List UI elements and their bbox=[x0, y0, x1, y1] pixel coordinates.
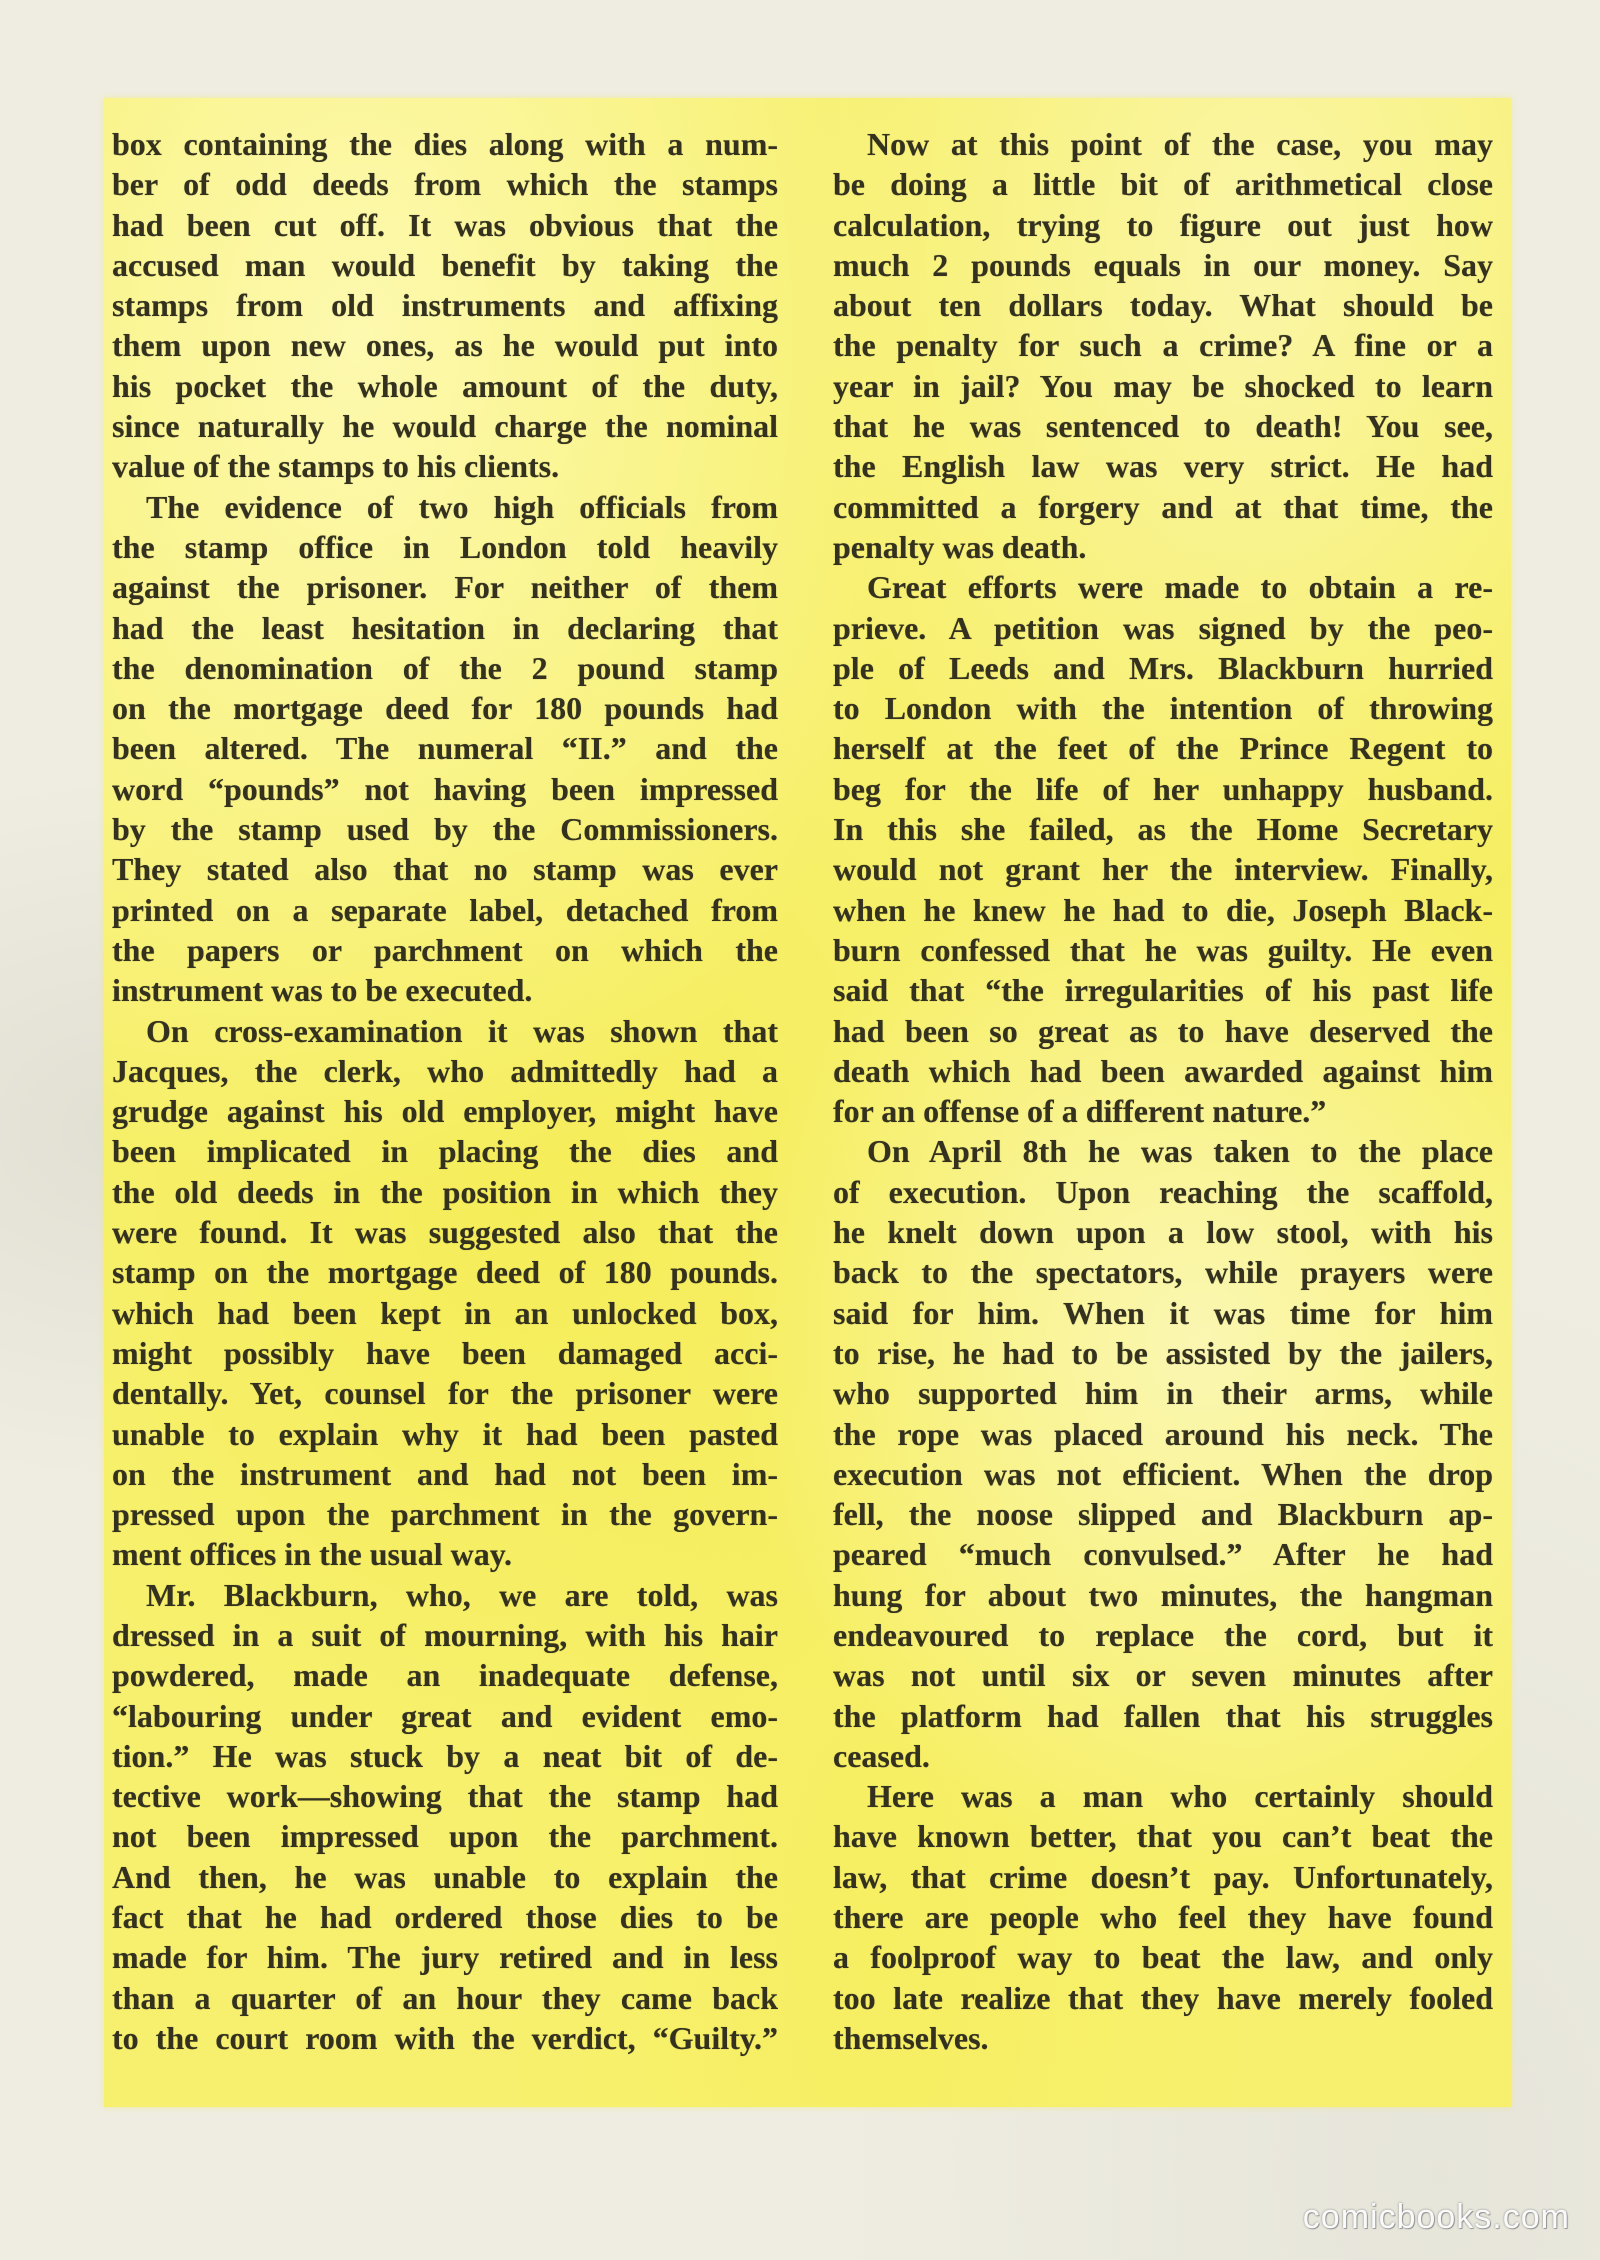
text-line: ment offices in the usual way. bbox=[112, 1536, 512, 1573]
text-line: They stated also that no stamp was ever bbox=[112, 851, 778, 888]
text-line: too late realize that they have merely fooled bbox=[833, 1979, 1493, 2016]
text-line: the platform had fallen that his struggles bbox=[833, 1697, 1493, 1734]
text-line: not been impressed upon the parchment. bbox=[112, 1818, 778, 1855]
text-line: instrument was to be executed. bbox=[112, 972, 533, 1009]
text-line: burn confessed that he was guilty. He even bbox=[833, 931, 1493, 968]
text-line: stamp on the mortgage deed of 180 pounds. bbox=[112, 1254, 778, 1291]
paragraph bbox=[112, 487, 778, 1011]
text-line: his pocket the whole amount of the duty, bbox=[112, 367, 778, 404]
paragraph bbox=[112, 124, 778, 487]
right-text-column bbox=[833, 124, 1493, 2060]
text-line: the papers or parchment on which the bbox=[112, 931, 778, 968]
watermark: comicbooks.com bbox=[1302, 2198, 1570, 2236]
text-line: grudge against his old employer, might have bbox=[112, 1093, 778, 1130]
text-line: had the least hesitation in declaring that bbox=[112, 609, 778, 646]
text-line: herself at the feet of the Prince Regent to bbox=[833, 730, 1493, 767]
text-line: tective work—showing that the stamp had bbox=[112, 1778, 778, 1815]
text-line: unable to explain why it had been pasted bbox=[112, 1415, 778, 1452]
text-line: be doing a little bit of arithmetical close bbox=[833, 166, 1493, 203]
text-line: had been so great as to have deserved the bbox=[833, 1012, 1493, 1049]
text-line: execution was not efficient. When the drop bbox=[833, 1455, 1493, 1492]
text-line: might possibly have been damaged acci- bbox=[112, 1334, 778, 1371]
text-line: On April 8th he was taken to the place bbox=[867, 1133, 1493, 1170]
text-line: committed a forgery and at that time, the bbox=[833, 488, 1493, 525]
text-line: against the prisoner. For neither of them bbox=[112, 569, 778, 606]
text-line: which had been kept in an unlocked box, bbox=[112, 1294, 778, 1331]
text-line: beg for the life of her unhappy husband. bbox=[833, 770, 1493, 807]
text-line: to rise, he had to be assisted by the jailers, bbox=[833, 1334, 1493, 1371]
text-line: to London with the intention of throwing bbox=[833, 690, 1493, 727]
text-line: the rope was placed around his neck. The bbox=[833, 1415, 1493, 1452]
text-line: them upon new ones, as he would put into bbox=[112, 327, 778, 364]
text-line: on the instrument and had not been im- bbox=[112, 1455, 778, 1492]
text-line: ceased. bbox=[833, 1737, 930, 1774]
text-line: been altered. The numeral “II.” and the bbox=[112, 730, 778, 767]
paragraph bbox=[112, 1011, 778, 1575]
text-line: powdered, made an inadequate defense, bbox=[112, 1657, 778, 1694]
text-line: since naturally he would charge the nominal bbox=[112, 408, 778, 445]
text-line: on the mortgage deed for 180 pounds had bbox=[112, 690, 778, 727]
text-line: printed on a separate label, detached from bbox=[112, 891, 778, 928]
text-line: fact that he had ordered those dies to be bbox=[112, 1899, 778, 1936]
text-line: had been cut off. It was obvious that the bbox=[112, 206, 778, 243]
text-line: would not grant her the interview. Finally, bbox=[833, 851, 1493, 888]
text-line: peared “much convulsed.” After he had bbox=[833, 1536, 1493, 1573]
paragraph bbox=[833, 1131, 1493, 1776]
text-line: endeavoured to replace the cord, but it bbox=[833, 1616, 1493, 1653]
text-line: Great efforts were made to obtain a re- bbox=[867, 569, 1493, 606]
text-line: much 2 pounds equals in our money. Say bbox=[833, 246, 1493, 283]
text-line: he knelt down upon a low stool, with his bbox=[833, 1214, 1493, 1251]
text-line: hung for about two minutes, the hangman bbox=[833, 1576, 1493, 1613]
text-line: tion.” He was stuck by a neat bit of de- bbox=[112, 1737, 778, 1774]
text-line: prieve. A petition was signed by the peo- bbox=[833, 609, 1493, 646]
text-line: for an offense of a different nature.” bbox=[833, 1093, 1327, 1130]
text-line: year in jail? You may be shocked to learn bbox=[833, 367, 1493, 404]
text-line: On cross-examination it was shown that bbox=[146, 1012, 778, 1049]
text-line: penalty was death. bbox=[833, 528, 1087, 565]
text-line: the old deeds in the position in which they bbox=[112, 1173, 778, 1210]
text-line: were found. It was suggested also that the bbox=[112, 1214, 778, 1251]
text-line: the denomination of the 2 pound stamp bbox=[112, 649, 778, 686]
text-line: ple of Leeds and Mrs. Blackburn hurried bbox=[833, 649, 1493, 686]
text-line: been implicated in placing the dies and bbox=[112, 1133, 778, 1170]
text-line: a foolproof way to beat the law, and only bbox=[833, 1939, 1493, 1976]
text-line: word “pounds” not having been impressed bbox=[112, 770, 778, 807]
text-line: accused man would benefit by taking the bbox=[112, 246, 778, 283]
text-line: Here was a man who certainly should bbox=[867, 1778, 1493, 1815]
text-line: the penalty for such a crime? A fine or a bbox=[833, 327, 1493, 364]
text-line: than a quarter of an hour they came back bbox=[112, 1979, 778, 2016]
paragraph bbox=[833, 567, 1493, 1131]
text-line: dentally. Yet, counsel for the prisoner were bbox=[112, 1375, 778, 1412]
text-line: have known better, that you can’t beat the bbox=[833, 1818, 1493, 1855]
text-line: In this she failed, as the Home Secretary bbox=[833, 811, 1493, 848]
text-line: that he was sentenced to death! You see, bbox=[833, 408, 1493, 445]
text-line: said for him. When it was time for him bbox=[833, 1294, 1493, 1331]
text-line: “labouring under great and evident emo- bbox=[112, 1697, 778, 1734]
text-line: fell, the noose slipped and Blackburn ap- bbox=[833, 1496, 1493, 1533]
paragraph bbox=[833, 124, 1493, 567]
text-line: by the stamp used by the Commissioners. bbox=[112, 811, 778, 848]
text-line: themselves. bbox=[833, 2019, 989, 2056]
text-line: stamps from old instruments and affixing bbox=[112, 287, 778, 324]
left-text-column bbox=[112, 124, 778, 2060]
text-line: box containing the dies along with a num- bbox=[112, 126, 778, 162]
text-line: made for him. The jury retired and in less bbox=[112, 1939, 778, 1976]
text-line: there are people who feel they have found bbox=[833, 1899, 1493, 1936]
text-line: law, that crime doesn’t pay. Unfortunately, bbox=[833, 1858, 1493, 1895]
paragraph bbox=[833, 1776, 1493, 2058]
text-line: the English law was very strict. He had bbox=[833, 448, 1493, 485]
text-line: said that “the irregularities of his past life bbox=[833, 972, 1493, 1009]
text-line: Mr. Blackburn, who, we are told, was bbox=[146, 1576, 778, 1613]
text-line: to the court room with the verdict, “Guilty.” bbox=[112, 2019, 778, 2056]
text-line: back to the spectators, while prayers were bbox=[833, 1254, 1493, 1291]
text-line: who supported him in their arms, while bbox=[833, 1375, 1493, 1412]
text-line: was not until six or seven minutes after bbox=[833, 1657, 1493, 1694]
text-line: death which had been awarded against him bbox=[833, 1052, 1493, 1089]
text-line: Jacques, the clerk, who admittedly had a bbox=[112, 1052, 778, 1089]
text-line: And then, he was unable to explain the bbox=[112, 1858, 778, 1895]
text-line: calculation, trying to figure out just how bbox=[833, 206, 1493, 243]
text-line: dressed in a suit of mourning, with his hair bbox=[112, 1616, 778, 1653]
paragraph bbox=[112, 1575, 778, 2059]
text-line: when he knew he had to die, Joseph Black- bbox=[833, 891, 1493, 928]
text-line: value of the stamps to his clients. bbox=[112, 448, 560, 485]
text-line: Now at this point of the case, you may bbox=[867, 126, 1493, 162]
text-line: ber of odd deeds from which the stamps bbox=[112, 166, 778, 203]
text-line: the stamp office in London told heavily bbox=[112, 528, 778, 565]
text-line: about ten dollars today. What should be bbox=[833, 287, 1493, 324]
text-line: The evidence of two high officials from bbox=[146, 488, 778, 525]
text-line: pressed upon the parchment in the govern- bbox=[112, 1496, 778, 1533]
text-line: of execution. Upon reaching the scaffold, bbox=[833, 1173, 1493, 1210]
